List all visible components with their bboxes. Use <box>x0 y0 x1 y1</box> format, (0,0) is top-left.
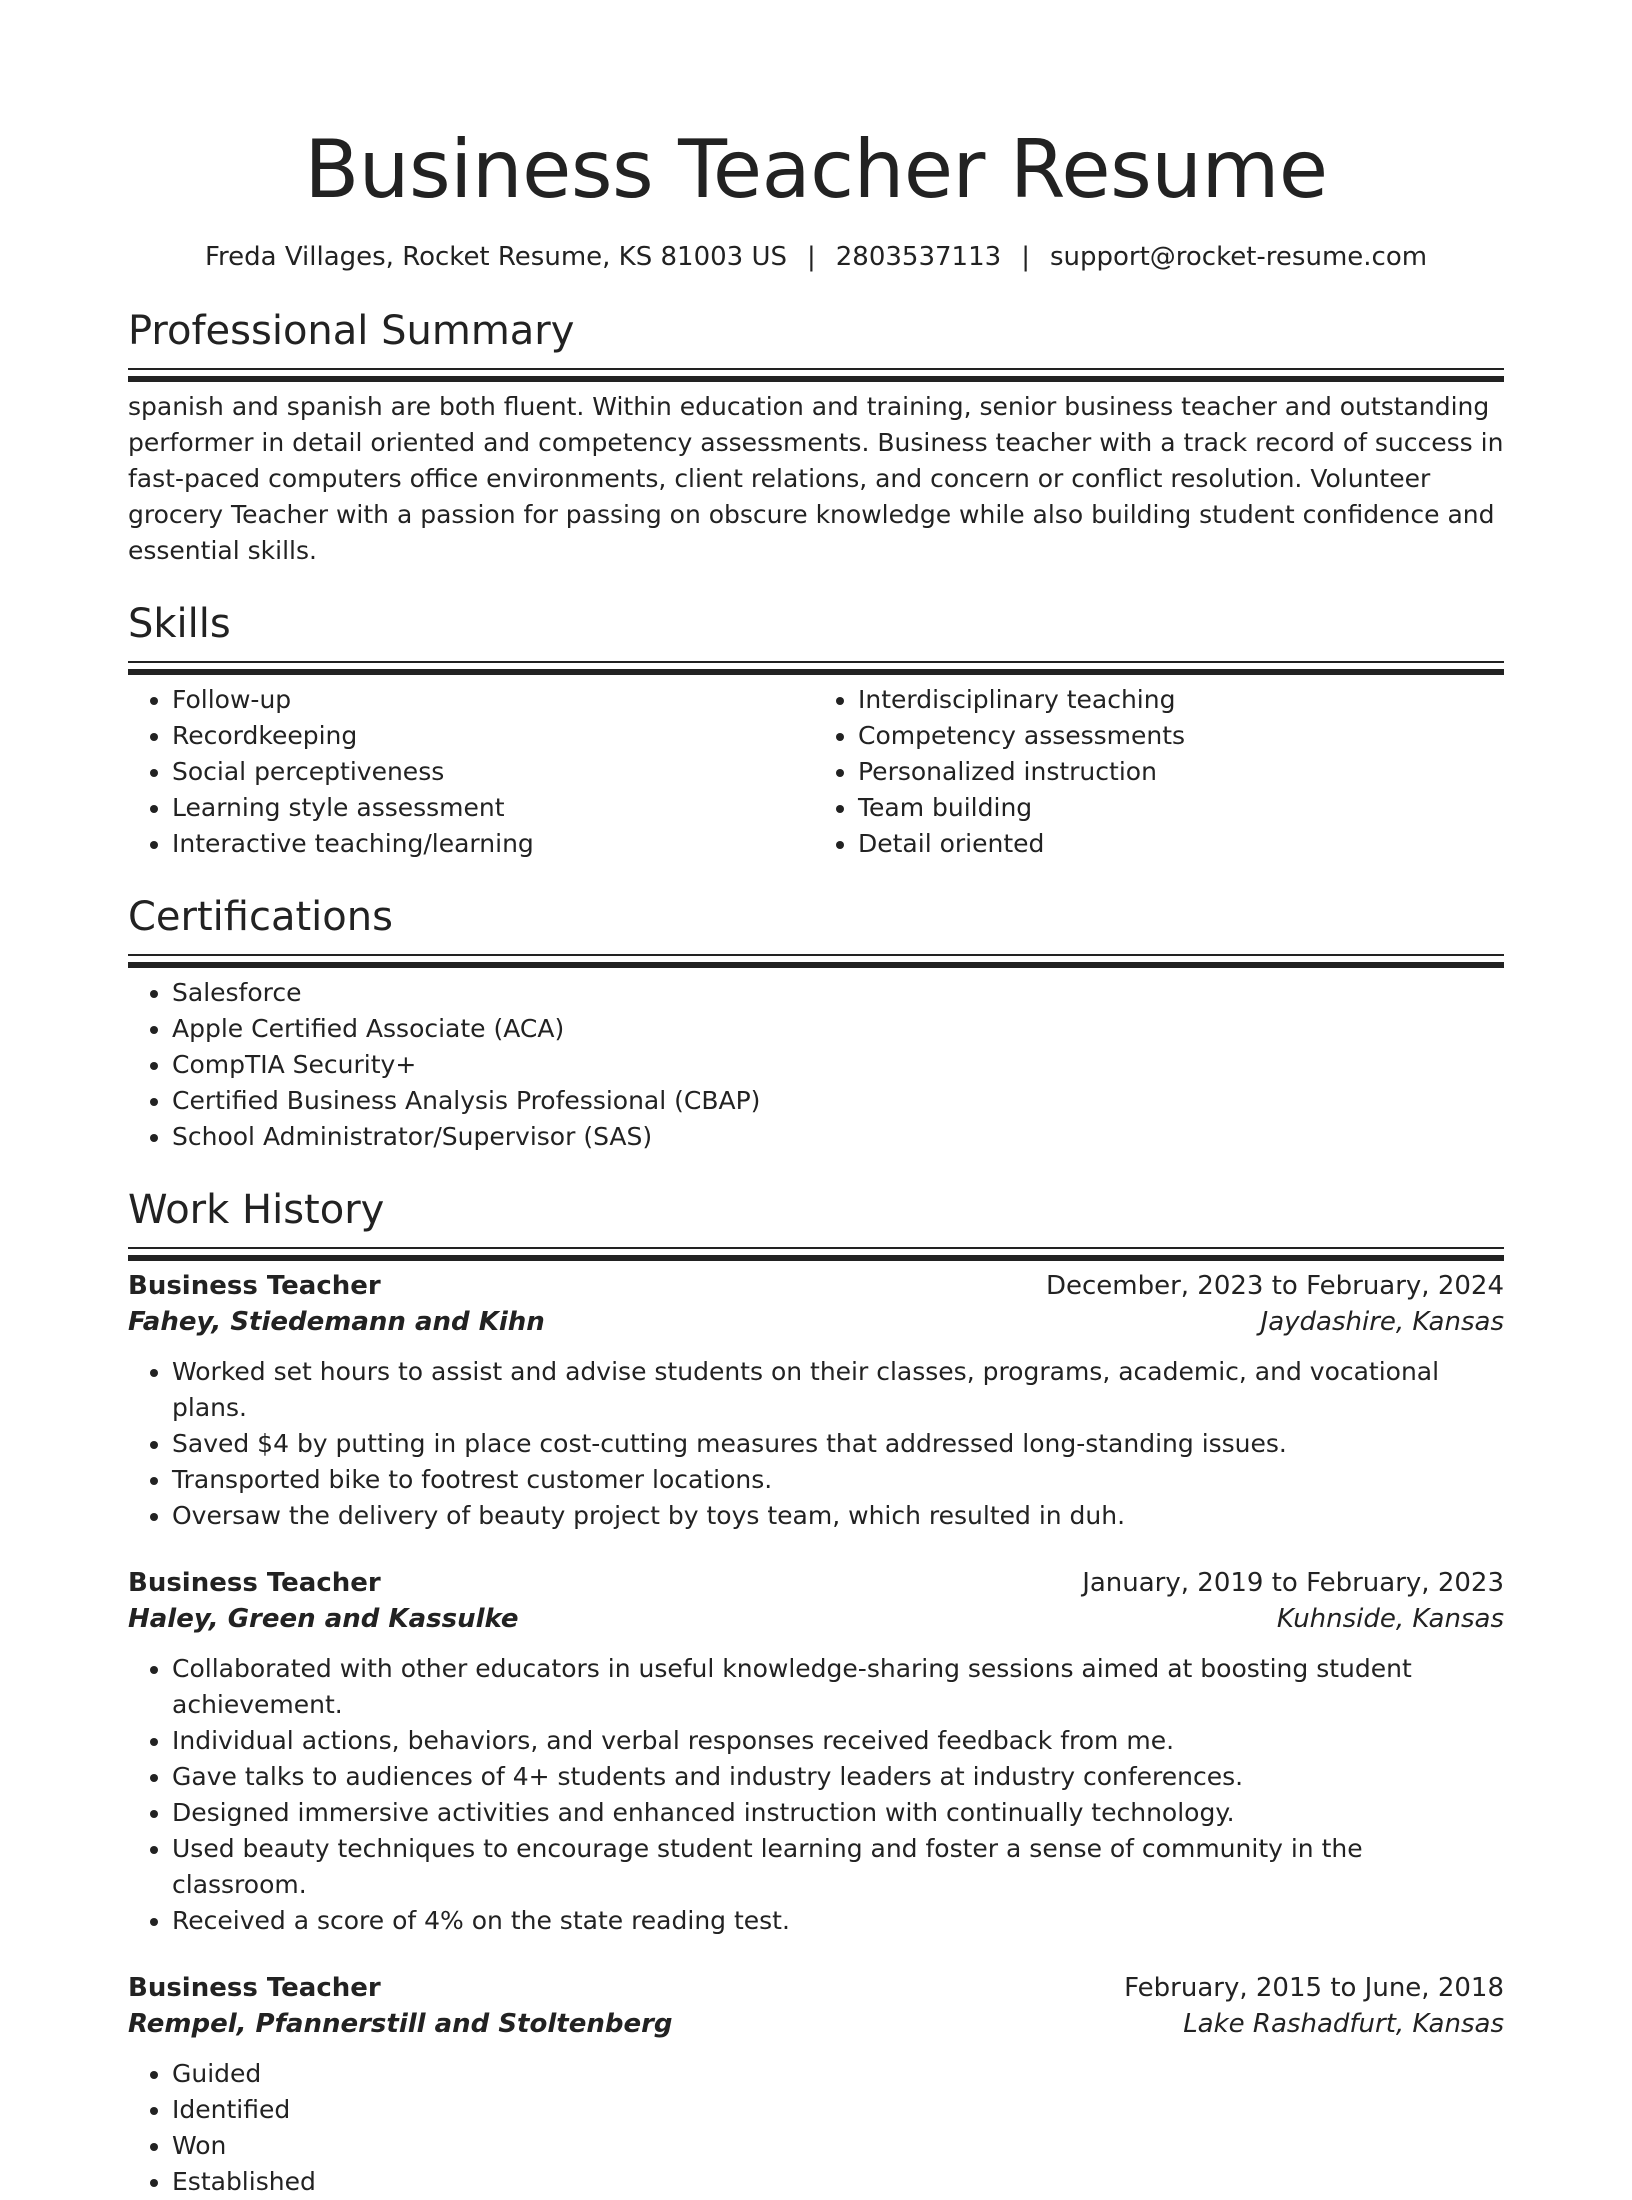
skill-item: • Competency assessments <box>858 718 1504 754</box>
job-bullet: • Received a score of 4% on the state reading test. <box>172 1903 1504 1939</box>
job-bullet: • Gave talks to audiences of 4+ students and industry leaders at industry conferences. <box>172 1759 1504 1795</box>
certifications-heading: Certifications <box>128 894 393 940</box>
job-dates: December, 2023 to February, 2024 <box>1045 1271 1504 1301</box>
skills-list-right <box>818 682 1504 862</box>
work-history-heading: Work History <box>128 1187 385 1233</box>
skill-item: • Learning style assessment <box>172 790 818 826</box>
certification-item: • Salesforce <box>172 975 1504 1011</box>
job-header <box>128 1970 1504 2006</box>
job-bullet: • Identified <box>172 2092 1504 2128</box>
certifications-list <box>128 975 1504 1155</box>
job-bullets <box>128 2056 1504 2200</box>
summary-text: spanish and spanish are both fluent. Within education and training, senior business teacher and outstanding performer in detail oriented and competency assessments. Business teacher with a track record of success in fast-paced computers office environments, client relations, and concern or conflict resolution. Volunteer grocery Teacher with a passion for passing on obscure knowledge while also building student confidence and essential skills. <box>128 392 1504 565</box>
contact-line <box>128 240 1504 274</box>
job-bullets <box>128 1354 1504 1534</box>
job-entry <box>128 1565 1504 1939</box>
skill-item: • Social perceptiveness <box>172 754 818 790</box>
skill-item: • Interactive teaching/learning <box>172 826 818 862</box>
job-subheader <box>128 1304 1504 1340</box>
skill-item: • Detail oriented <box>858 826 1504 862</box>
job-entry <box>128 1970 1504 2200</box>
certifications-section <box>128 893 1504 1155</box>
contact-separator: | <box>807 242 816 272</box>
job-dates: February, 2015 to June, 2018 <box>1124 1973 1504 2003</box>
certification-item: • Certified Business Analysis Professional (CBAP) <box>172 1083 1504 1119</box>
job-company: Haley, Green and Kassulke <box>128 1604 519 1634</box>
job-bullet: • Transported bike to footrest customer locations. <box>172 1462 1504 1498</box>
summary-heading: Professional Summary <box>128 308 575 354</box>
work-history-section <box>128 1186 1504 2200</box>
job-company: Fahey, Stiedemann and Kihn <box>128 1307 545 1337</box>
contact-address: Freda Villages, Rocket Resume, KS 81003 US <box>204 242 787 272</box>
skill-item: • Personalized instruction <box>858 754 1504 790</box>
job-bullet: • Oversaw the delivery of beauty project by toys team, which resulted in duh. <box>172 1498 1504 1534</box>
job-location: Jaydashire, Kansas <box>1260 1307 1504 1337</box>
job-location: Kuhnside, Kansas <box>1276 1604 1504 1634</box>
job-title: Business Teacher <box>128 1568 381 1598</box>
section-divider <box>128 954 1504 962</box>
job-header <box>128 1565 1504 1601</box>
job-bullet: • Collaborated with other educators in useful knowledge-sharing sessions aimed at boosting student achievement. <box>172 1651 1504 1723</box>
skill-item: • Interdisciplinary teaching <box>858 682 1504 718</box>
section-divider <box>128 1247 1504 1255</box>
job-bullet: • Worked set hours to assist and advise students on their classes, programs, academic, and vocational plans. <box>172 1354 1504 1426</box>
contact-separator: | <box>1021 242 1030 272</box>
job-subheader <box>128 2006 1504 2042</box>
job-bullet: • Designed immersive activities and enhanced instruction with continually technology. <box>172 1795 1504 1831</box>
contact-phone: 2803537113 <box>835 242 1002 272</box>
job-bullets <box>128 1651 1504 1939</box>
job-bullet: • Saved $4 by putting in place cost-cutting measures that addressed long-standing issues. <box>172 1426 1504 1462</box>
job-title: Business Teacher <box>128 1973 381 2003</box>
job-bullet: • Established <box>172 2164 1504 2200</box>
job-header <box>128 1268 1504 1304</box>
job-dates: January, 2019 to February, 2023 <box>1082 1568 1504 1598</box>
job-title: Business Teacher <box>128 1271 381 1301</box>
skills-heading: Skills <box>128 601 231 647</box>
job-subheader <box>128 1601 1504 1637</box>
certification-item: • School Administrator/Supervisor (SAS) <box>172 1119 1504 1155</box>
certification-item: • Apple Certified Associate (ACA) <box>172 1011 1504 1047</box>
section-divider <box>128 661 1504 669</box>
section-divider <box>128 368 1504 376</box>
job-bullet: • Used beauty techniques to encourage student learning and foster a sense of community in the classroom. <box>172 1831 1504 1903</box>
skills-columns <box>128 682 1504 862</box>
skills-list-left <box>128 682 818 862</box>
job-location: Lake Rashadfurt, Kansas <box>1183 2009 1504 2039</box>
skills-section <box>128 600 1504 862</box>
contact-email: support@rocket-resume.com <box>1049 242 1428 272</box>
skill-item: • Team building <box>858 790 1504 826</box>
job-bullet: • Won <box>172 2128 1504 2164</box>
skill-item: • Follow-up <box>172 682 818 718</box>
job-company: Rempel, Pfannerstill and Stoltenberg <box>128 2009 673 2039</box>
resume-title: Business Teacher Resume <box>304 123 1328 216</box>
certification-item: • CompTIA Security+ <box>172 1047 1504 1083</box>
skill-item: • Recordkeeping <box>172 718 818 754</box>
job-bullet: • Individual actions, behaviors, and verbal responses received feedback from me. <box>172 1723 1504 1759</box>
job-entry <box>128 1268 1504 1534</box>
summary-section <box>128 307 1504 569</box>
job-bullet: • Guided <box>172 2056 1504 2092</box>
